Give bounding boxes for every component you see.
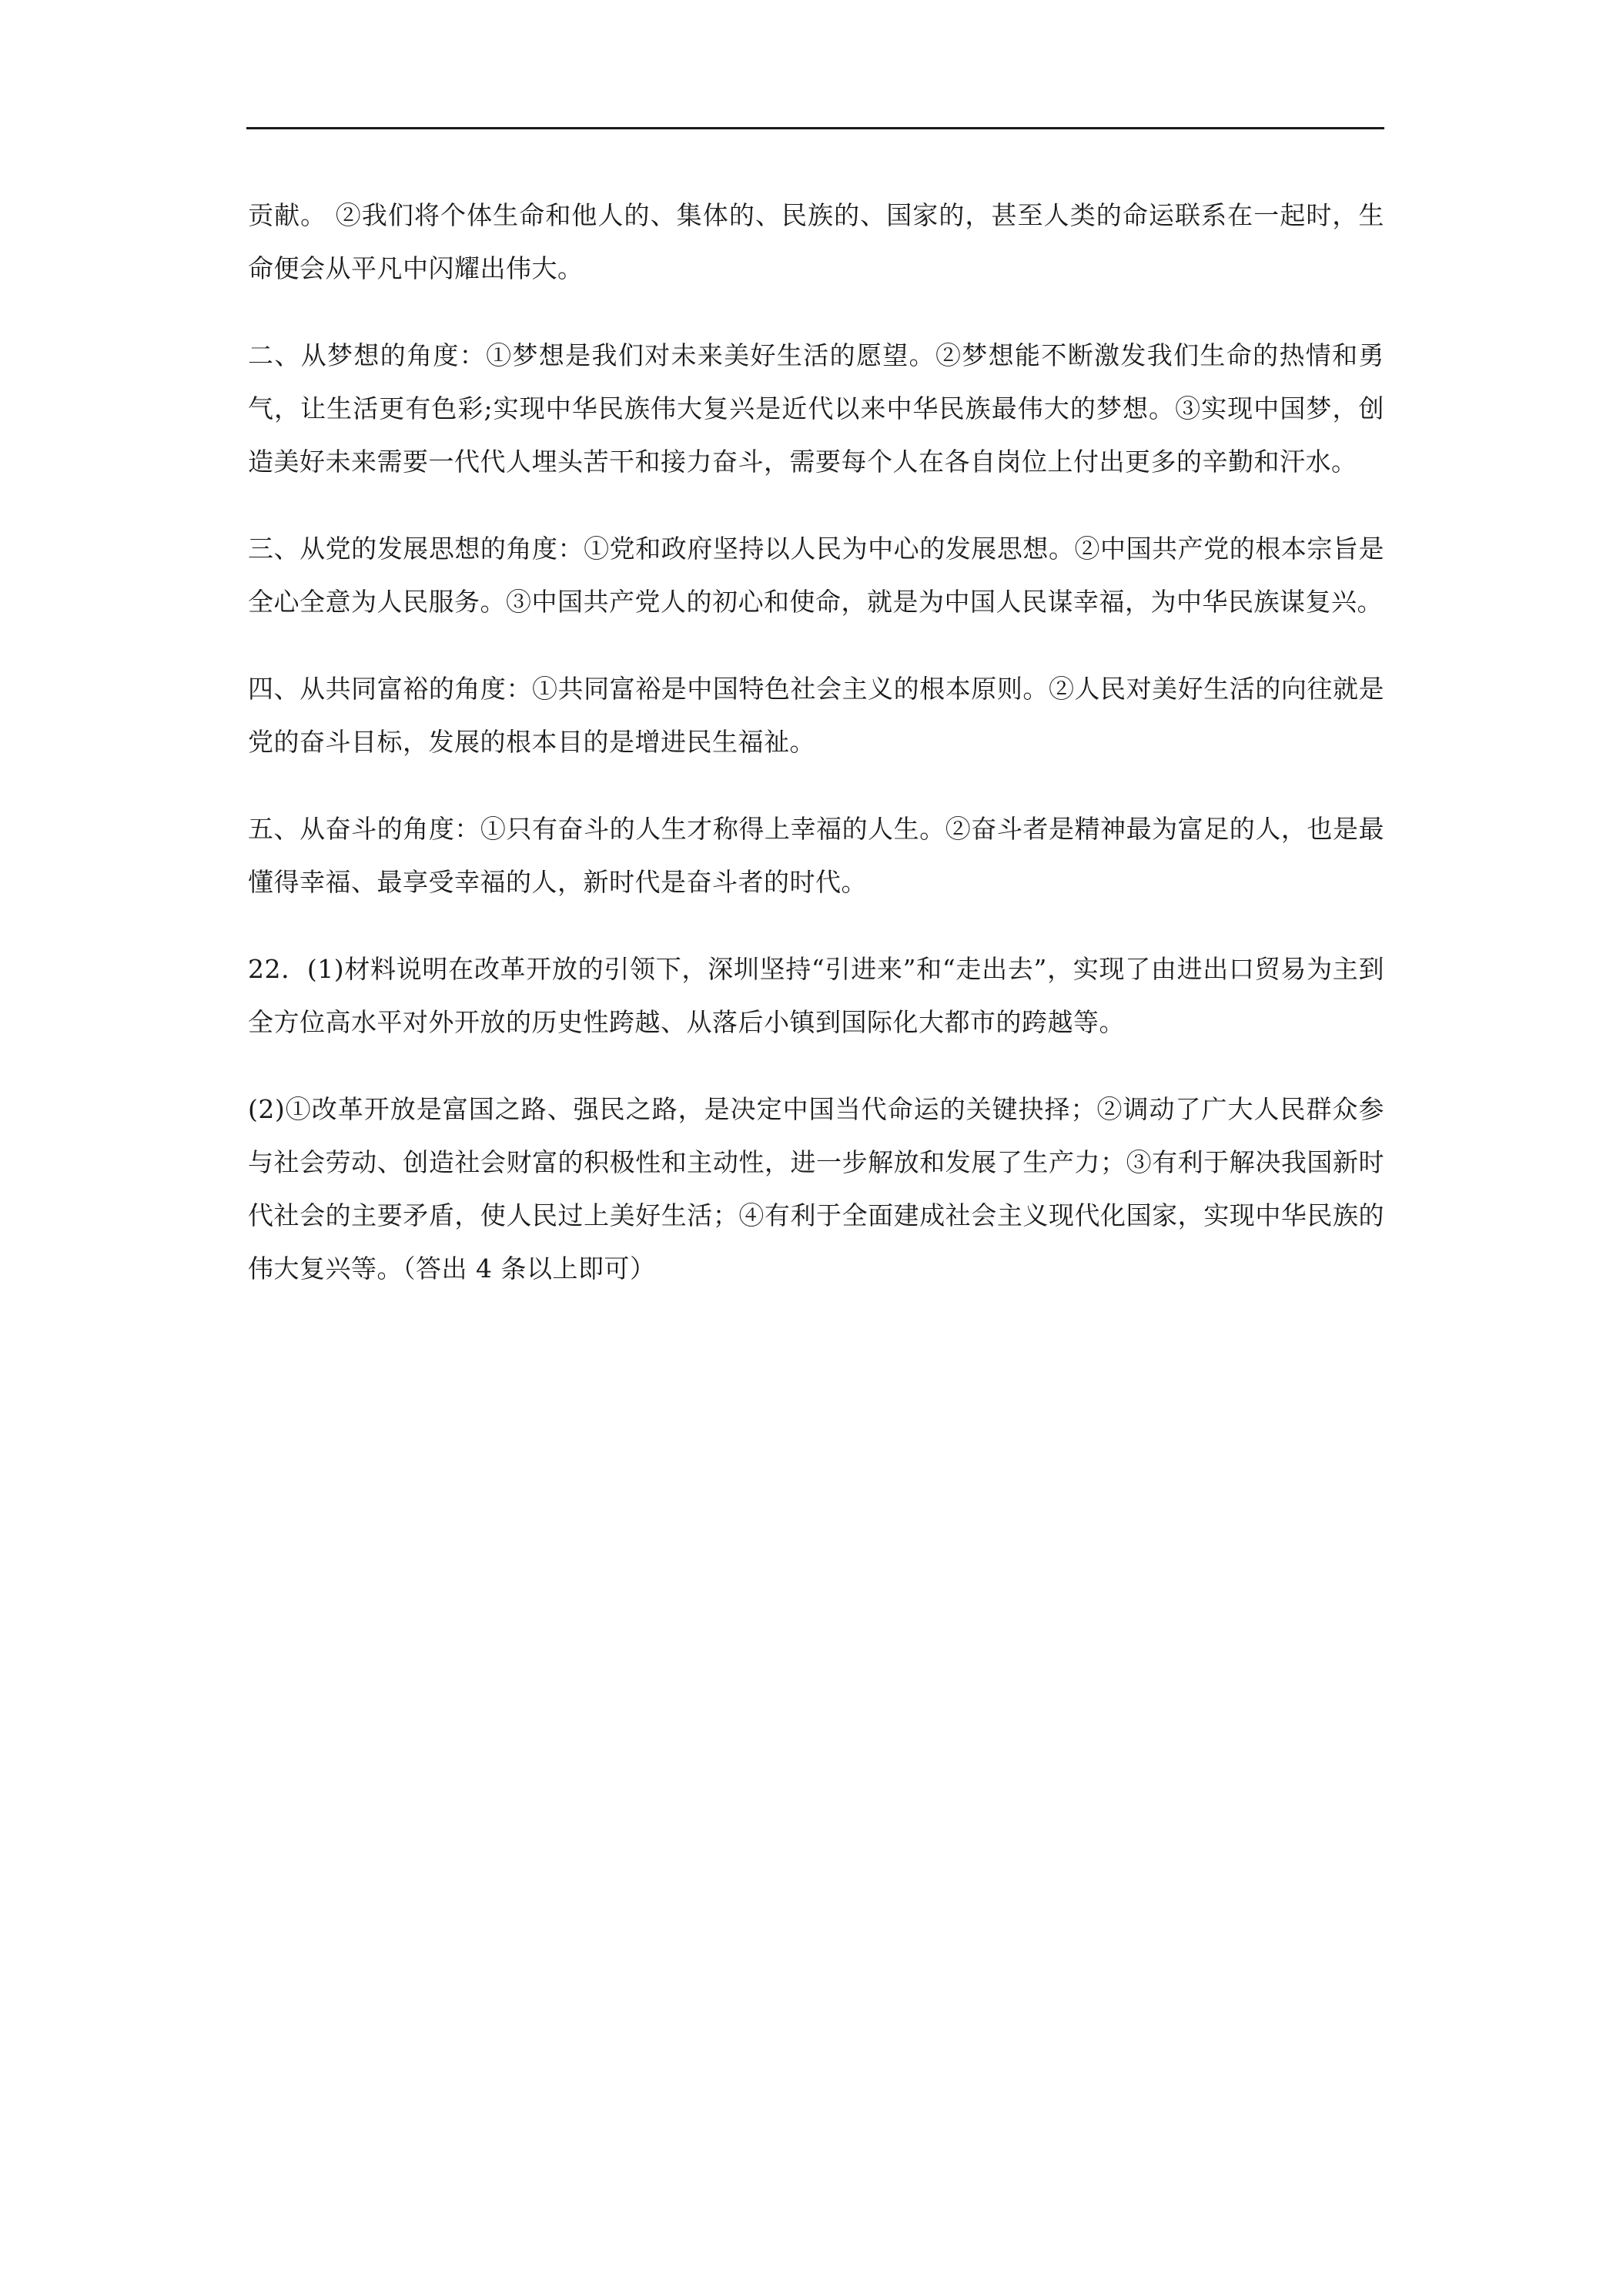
paragraph-contribution: 贡献。 ②我们将个体生命和他人的、集体的、民族的、国家的，甚至人类的命运联系在一起时，生命便会从平凡中闪耀出伟大。	[248, 200, 1384, 283]
paragraph-dream-perspective: 二、从梦想的角度：①梦想是我们对未来美好生活的愿望。②梦想能不断激发我们生命的热情和勇气，让生活更有色彩;实现中华民族伟大复兴是近代以来中华民族最伟大的梦想。③实现中国梦，创造美好未来需要一代代人埋头苦干和接力奋斗，需要每个人在各自岗位上付出更多的辛勤和汗水。	[248, 340, 1384, 477]
document-body	[248, 189, 1384, 1295]
paragraph-party-development: 三、从党的发展思想的角度：①党和政府坚持以人民为中心的发展思想。②中国共产党的根本宗旨是全心全意为人民服务。③中国共产党人的初心和使命，就是为中国人民谋幸福，为中华民族谋复兴。	[248, 534, 1384, 617]
paragraph-common-prosperity: 四、从共同富裕的角度：①共同富裕是中国特色社会主义的根本原则。②人民对美好生活的向往就是党的奋斗目标，发展的根本目的是增进民生福祉。	[248, 674, 1384, 757]
paragraph-question-22-part-1: 22．(1)材料说明在改革开放的引领下，深圳坚持“引进来”和“走出去”，实现了由进出口贸易为主到全方位高水平对外开放的历史性跨越、从落后小镇到国际化大都市的跨越等。	[248, 954, 1384, 1037]
paragraph-question-22-part-2: (2)①改革开放是富国之路、强民之路，是决定中国当代命运的关键抉择；②调动了广大人民群众参与社会劳动、创造社会财富的积极性和主动性，进一步解放和发展了生产力；③有利于解决我国新时代社会的主要矛盾，使人民过上美好生活；④有利于全面建成社会主义现代化国家，实现中华民族的伟大复兴等。（答出 4 条以上即可）	[248, 1094, 1384, 1284]
header-rule	[246, 127, 1384, 129]
paragraph-striving: 五、从奋斗的角度：①只有奋斗的人生才称得上幸福的人生。②奋斗者是精神最为富足的人，也是最懂得幸福、最享受幸福的人，新时代是奋斗者的时代。	[248, 814, 1384, 897]
